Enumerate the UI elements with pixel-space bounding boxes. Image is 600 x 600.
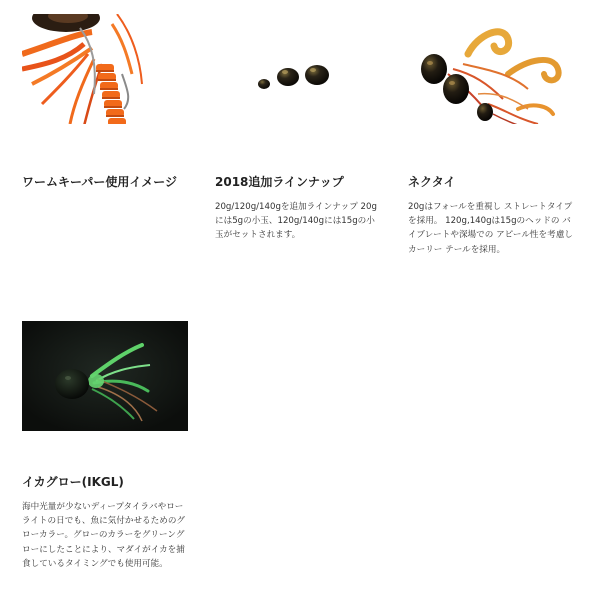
card-ika-glow [22,321,190,569]
sinker-heads-photo [215,14,381,124]
necktie-lures-photo [408,14,574,124]
glow-lure-photo [22,321,188,431]
card-description: 20gはフォールを重視し ストレートタイプを採用。 120g,140gは15gのヘッドの バイブレートや深場での アピール性を考慮しカーリー テールを採用。 [408,202,573,255]
card-description: 海中光量が少ないディープタイラバやローライトの日でも、魚に気付かせるためのグローカラー。グローのカラーをグリーングローにしたことにより、マダイがイカを捕食しているタイミングでも使用可能。 [22,502,186,569]
card-description: 20g/120g/140gを追加ラインナップ 20gには5gの小玉、120g/140gには15gの小玉がセットされます。 [215,202,377,241]
card-title: ワームキーパー使用イメージ [22,175,178,189]
card-title: イカグロー(IKGL) [22,475,124,489]
card-title: ネクタイ [408,175,456,189]
card-2018-lineup [215,14,383,241]
card-worm-keeper [22,14,190,189]
card-title: 2018追加ラインナップ [215,175,344,189]
card-necktie [408,14,576,255]
worm-keeper-lure-photo [22,14,188,124]
